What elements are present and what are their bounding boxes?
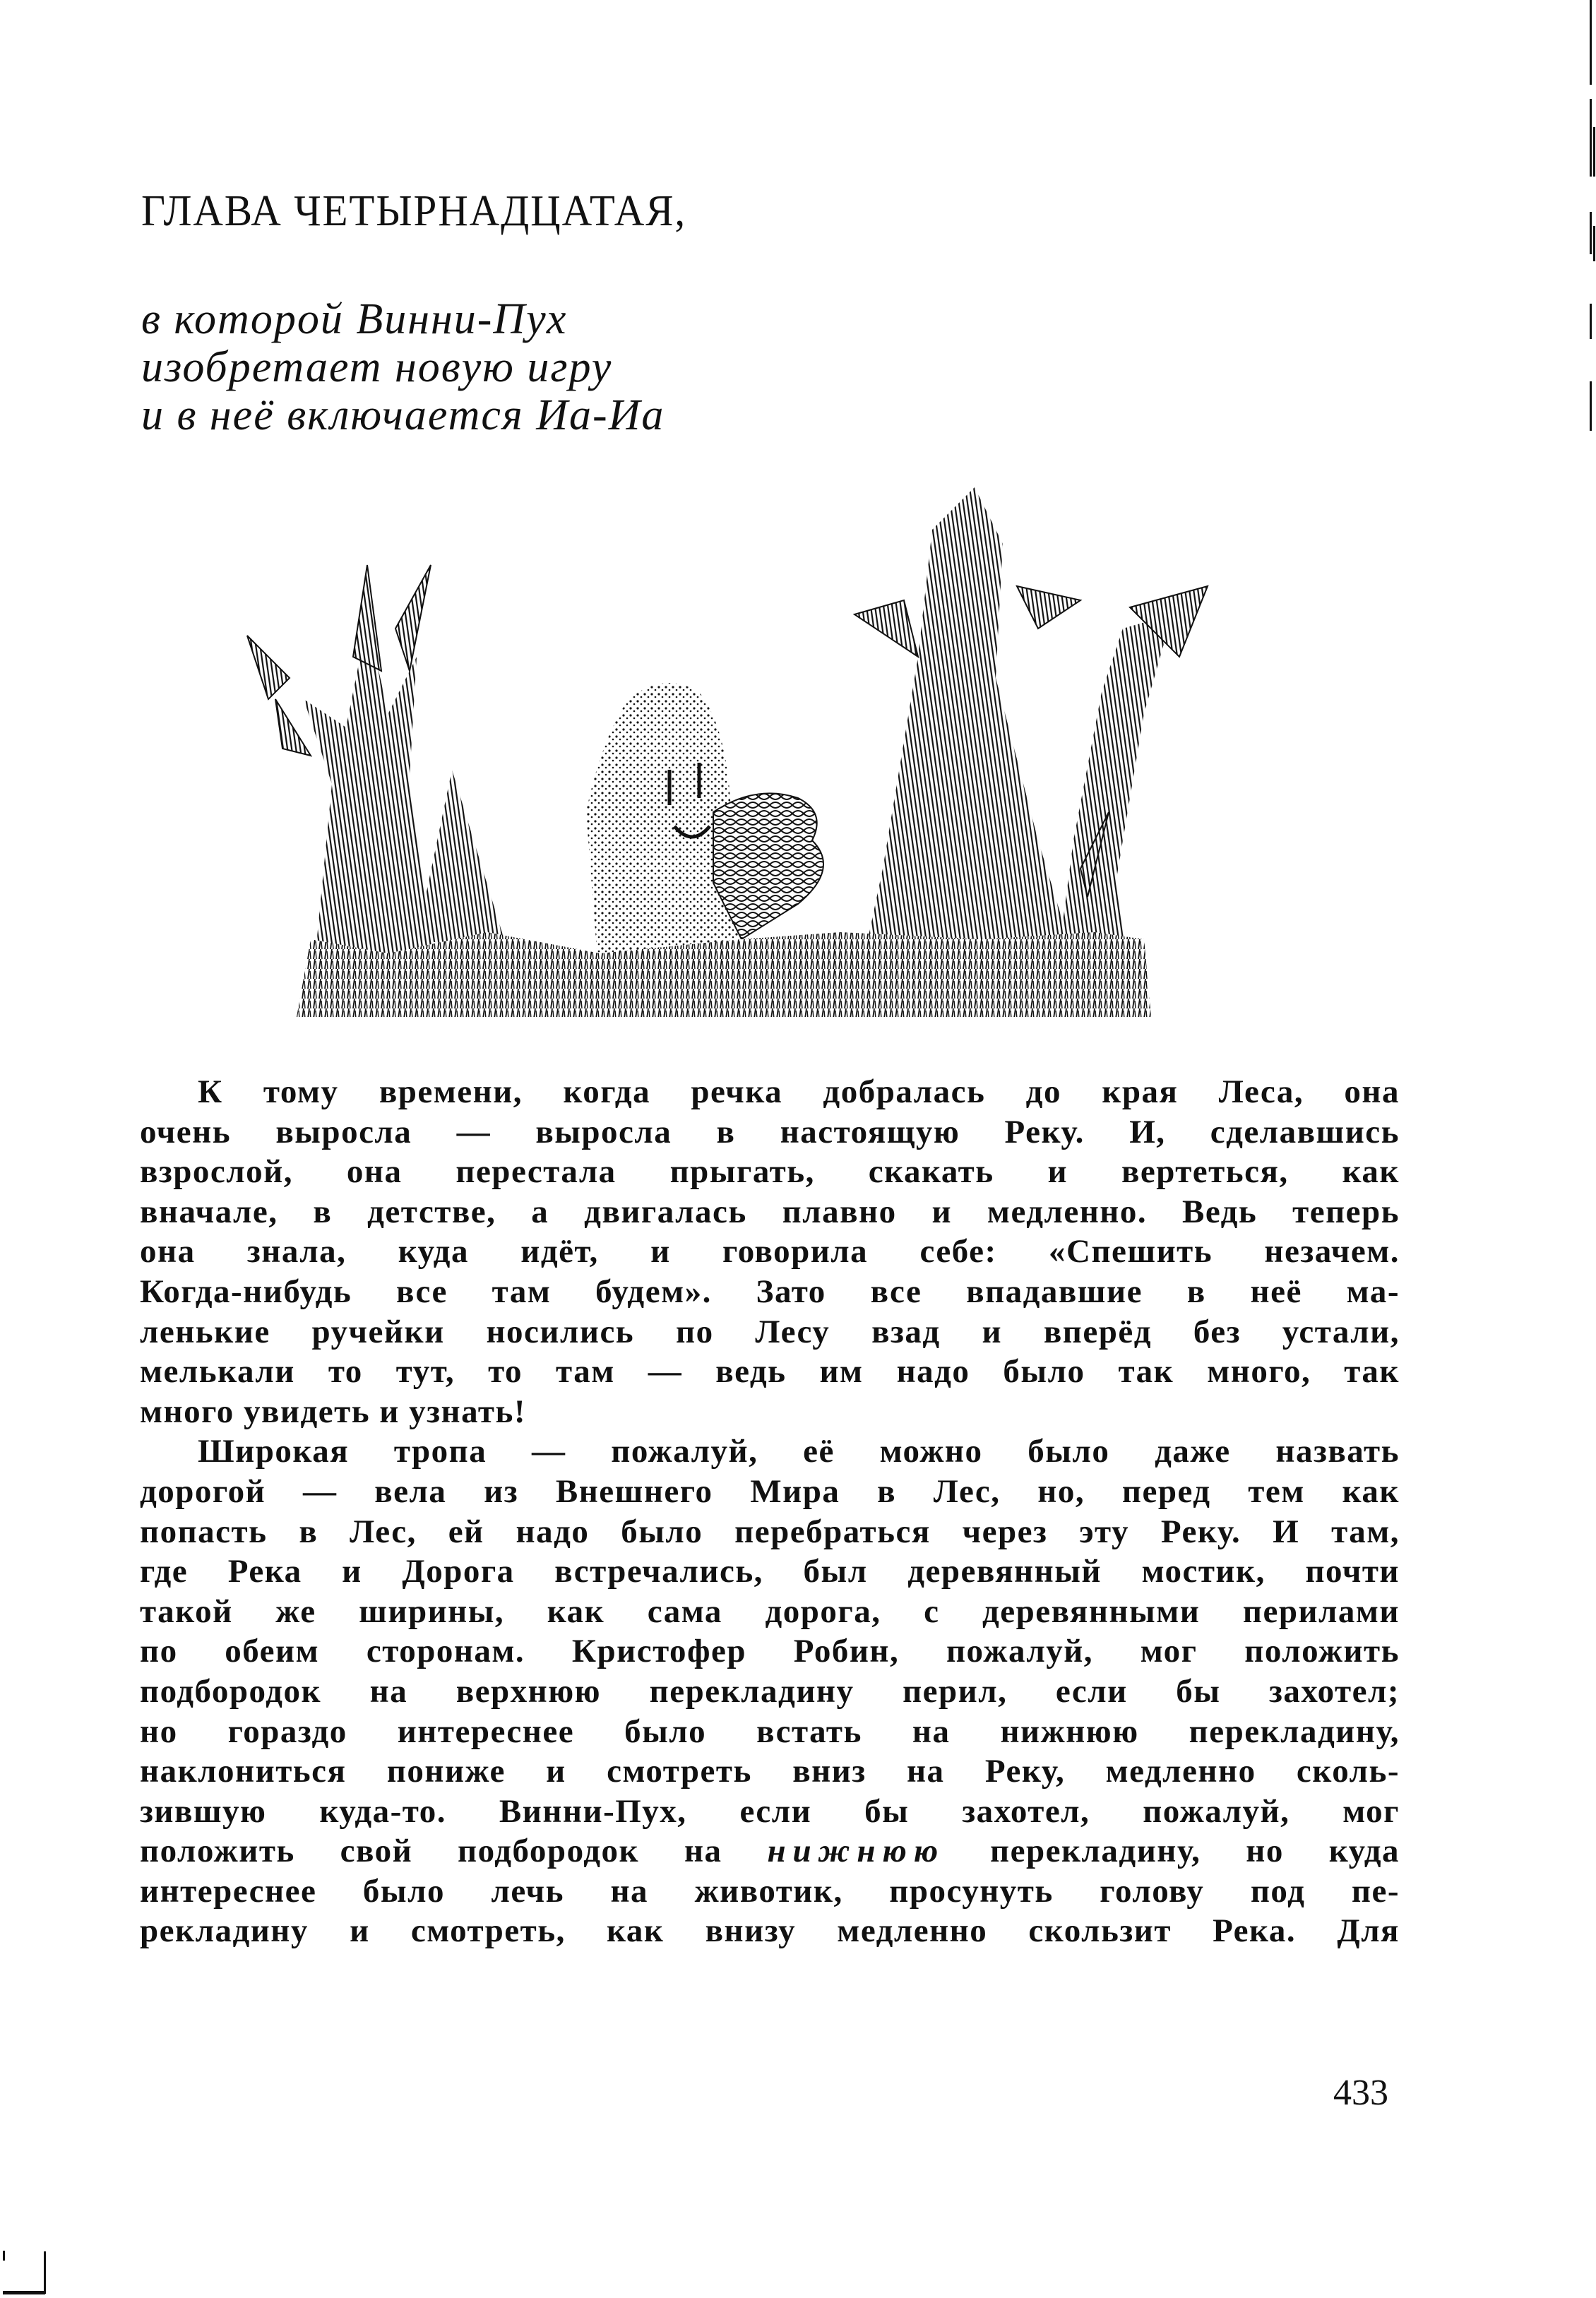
text-line: по обеим сторонам. Кристофер Робин, пожалуй, мог положить <box>140 1633 1400 1670</box>
text-line: вначале, в детстве, а двигалась плавно и медленно. Ведь теперь <box>140 1193 1400 1230</box>
text-line: подбородок на верхнюю перекладину перил, если бы захотел; <box>140 1672 1400 1710</box>
text-line: Когда-нибудь все там будем». Зато все впадавшие в неё ма- <box>140 1273 1400 1310</box>
illustration-pooh-with-cone-icon <box>205 445 1250 1017</box>
page-number: 433 <box>1333 2073 1388 2113</box>
scan-edge-right <box>1593 127 1595 177</box>
chapter-subtitle <box>141 295 665 439</box>
scan-edge-right <box>1590 99 1592 177</box>
text-line: наклониться пониже и смотреть вниз на Реку, медленно сколь- <box>140 1753 1400 1790</box>
scan-edge-left <box>3 2291 45 2294</box>
text-line: попасть в Лес, ей надо было перебраться через эту Реку. И там, <box>140 1513 1400 1550</box>
scan-edge-right <box>1590 381 1592 431</box>
text-line: Широкая тропа — пожалуй, её можно было даже назвать <box>198 1433 1400 1470</box>
text-line: но гораздо интереснее было встать на нижнюю перекладину, <box>140 1713 1400 1750</box>
scan-edge-right <box>1590 212 1592 254</box>
text-line: много увидеть и узнать! <box>140 1393 526 1430</box>
text-fragment: положить свой подбородок на <box>140 1833 768 1870</box>
text-line: зившую куда-то. Винни-Пух, если бы захотел, пожалуй, мог <box>140 1792 1400 1830</box>
scan-edge-left <box>44 2251 46 2294</box>
scan-edge-right <box>1593 226 1595 261</box>
text-line-with-emphasis <box>140 1831 1400 1871</box>
text-line: рекладину и смотреть, как внизу медленно скользит Река. Для <box>140 1912 1400 1950</box>
text-line: она знала, куда идёт, и говорила себе: «Спешить незачем. <box>140 1233 1400 1270</box>
text-line: дорогой — вела из Внешнего Мира в Лес, но, перед тем как <box>140 1472 1400 1510</box>
text-line: мелькали то тут, то там — ведь им надо было так много, так <box>140 1353 1400 1391</box>
scan-edge-left <box>3 2251 5 2261</box>
text-line: где Река и Дорога встречались, был деревянный мостик, почти <box>140 1553 1400 1590</box>
body-text <box>140 1072 1400 1951</box>
text-line: ленькие ручейки носились по Лесу взад и вперёд без устали, <box>140 1313 1400 1350</box>
emphasized-word: нижнюю <box>767 1833 946 1870</box>
chapter-subtitle-line: и в неё включается Иа-Иа <box>141 391 665 439</box>
text-fragment: перекладину, но куда <box>945 1833 1400 1870</box>
text-line: интереснее было лечь на животик, просунуть голову под пе- <box>140 1872 1400 1910</box>
text-line: очень выросла — выросла в настоящую Реку. И, сделавшись <box>140 1113 1400 1150</box>
text-line: такой же ширины, как сама дорога, с деревянными перилами <box>140 1592 1400 1630</box>
scan-edge-right <box>1590 0 1592 85</box>
chapter-subtitle-line: изобретает новую игру <box>141 343 613 391</box>
scan-edge-right <box>1590 304 1592 339</box>
text-line: взрослой, она перестала прыгать, скакать и вертеться, как <box>140 1153 1400 1191</box>
chapter-heading: ГЛАВА ЧЕТЫРНАДЦАТАЯ, <box>141 187 687 235</box>
paragraph-2 <box>140 1431 1400 1951</box>
paragraph-1 <box>140 1072 1400 1431</box>
text-line: К тому времени, когда речка добралась до края Леса, она <box>198 1073 1400 1110</box>
chapter-subtitle-line: в которой Винни-Пух <box>141 295 568 343</box>
right-stumps <box>854 487 1208 1003</box>
